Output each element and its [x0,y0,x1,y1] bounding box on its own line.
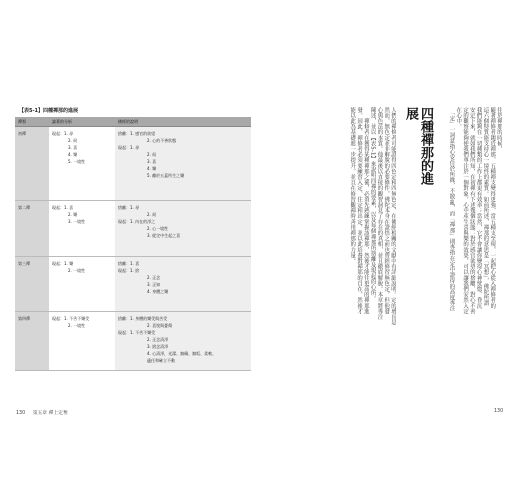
factor-line: 2. 一境性 [68,268,86,273]
chapter-label: 第五章 [32,411,48,416]
explanation-line: 2. 伺 [147,212,157,217]
paragraph: 這六個特質能支持心一境性的素質。如前所述，禪那的意思是「冥想」，佛陀所謂 [482,107,489,306]
explanation-line: 2. 心一境性 [147,226,169,231]
table-header-row [15,117,251,127]
stage-cell: 第三禪 [15,257,49,312]
stage-cell: 第四禪 [15,312,49,371]
page-number-left: 130 [16,411,26,416]
explanation-line: 3. 捨念清淨 [147,344,169,349]
explanation-line: 適任和確立不動 [147,358,175,363]
factor-line: 2. 樂 [68,212,78,217]
explanation-line: 5. 離於五蓋所生之樂 [147,173,185,178]
paragraph: 定的觀察能夠使我們專注於一個對象，心中產生喜與樂的效果，可以讓我們安然入定 [462,107,469,315]
paragraph: 隨著禪修者趨近禪那，五種禪支變得更強，當五種支至現，一起把心從入禪修者的 [489,107,496,309]
header-jhana: 禪那 [15,117,49,127]
footer-right [494,409,503,414]
factor-line: 現起：1. 樂 [52,261,74,266]
factors-cell [49,312,115,371]
footer-left [16,409,68,416]
paragraph: 然而，無色定並非解脫的必要條件，佛陀本身在證悟之前也曾經修習無色定，但他發 [383,107,390,315]
explanation-line: 3. 喜 [147,159,157,164]
body-text-block-lower [268,107,396,407]
stage-cell: 第二禪 [15,201,49,257]
left-page [15,95,255,405]
paragraph: 住於禪那的時候， [496,107,502,152]
explanation-line: 4. 身體之樂 [147,289,169,294]
paragraph: 人們的禪修者可能證得四色定和四無色定，在佛經相關的文獻中有詳細說明。定的增長是 [390,107,396,326]
factors-cell [49,127,115,201]
explanation-line: 捨離：1. 身體的樂受與苦受 [118,316,168,321]
explanation-line: 捨離：1. 喜 [118,261,140,266]
explanation-line: 現起：1. 內在的淨之 [118,219,156,224]
chapter-title: 禪上定奪 [48,411,68,416]
table-row [15,201,251,257]
explanation-line: 現起：1. 捨 [118,268,140,273]
explanation-line: 3. 正知 [147,282,161,287]
explanation-line: 2. 正念清淨 [147,337,169,342]
explanation-line: 3. 從定中生起之喜 [147,233,181,238]
factor-line: 3. 一境性 [68,219,86,224]
header-sutta: 佛經的說明 [115,117,251,127]
body-text-block-upper [433,107,502,407]
factor-line: 2. 伺 [68,138,78,143]
paragraph: 安定下來，就如我們所知，在初禪有下述幾個狀態：對於感官欲望的捨離、對心不善 [468,107,475,315]
explanation-cell [115,257,251,312]
factors-cell [49,257,115,312]
section-heading: 四種禪那的進展 [403,107,433,185]
explanation-cell [115,201,251,257]
page-number-right: 130 [494,409,504,414]
factor-line: 3. 喜 [68,145,78,150]
factor-line: 現起：1. 喜 [52,205,74,210]
paragraph: 我們能夠在一切種類的工作上都更有效率；當然，它不會讓你變得心神恍惚、昏沉 [475,107,482,309]
paragraph: 發。因此，禪修者必須要練習入定、住定和出定，並以此培養對禪那的自在，然後才 [356,107,363,315]
explanation-line: 捨離：1. 尋 [118,205,140,210]
explanation-line: 4. 心清淨，光潔、無穢、無垢、柔軟、 [147,351,217,356]
explanation-line: 2. 伺 [147,152,157,157]
table-row [15,312,251,371]
table-row [15,257,251,312]
factor-line: 5. 一境性 [68,159,86,164]
paragraph: 能以此為基礎進一步提升，並且在修習觀禪時善用禪那的力量。 [349,107,356,264]
explanation-line: 現起：1. 不苦不樂受 [118,330,156,335]
paragraph: 陳述，並以【表5-1】來說明四禪的要素，以及每個禪那所捨離及現起的心所。 [369,107,376,302]
factors-cell [49,201,115,257]
paragraph: 心與色法的本質。他最後以直接的觀智洞見了存在的真相，並且徹底解脫。本章將專注 [376,107,383,320]
stage-cell: 初禪 [15,127,49,201]
header-analysis: 論著的分析 [49,117,115,127]
factor-line: 4. 樂 [68,152,78,157]
explanation-line: 捨離：1. 感官的欲望 [118,131,156,136]
paragraph: 在心中。 [455,107,462,130]
jhana-table [15,117,251,371]
explanation-line: 4. 樂 [147,166,157,171]
explanation-line: 2. 心的不善狀態 [147,138,177,143]
factor-line: 現起：1. 尋 [52,131,74,136]
factor-line: 現起：1. 不苦不樂受 [52,316,90,321]
explanation-cell [115,127,251,201]
paragraph: 禪修者在獲得某種禪那之後，必須先熟練掌握該禪那，然後才能往更高的禪那進 [362,107,369,315]
explanation-line: 現起：1. 尋 [118,145,140,150]
paragraph: 「定」一詞意指心安住於所緣，不散亂，而「禪那」則專指在定中證得的高度專注 [448,107,455,312]
explanation-cell [115,312,251,371]
explanation-line: 2. 正念 [147,275,161,280]
right-page [263,95,508,405]
explanation-line: 2. 喜悅與憂傷 [147,323,173,328]
table-title: 【表5-1】四種禪那的進展 [19,108,79,114]
table-row [15,127,251,201]
factor-line: 2. 一境性 [68,323,86,328]
